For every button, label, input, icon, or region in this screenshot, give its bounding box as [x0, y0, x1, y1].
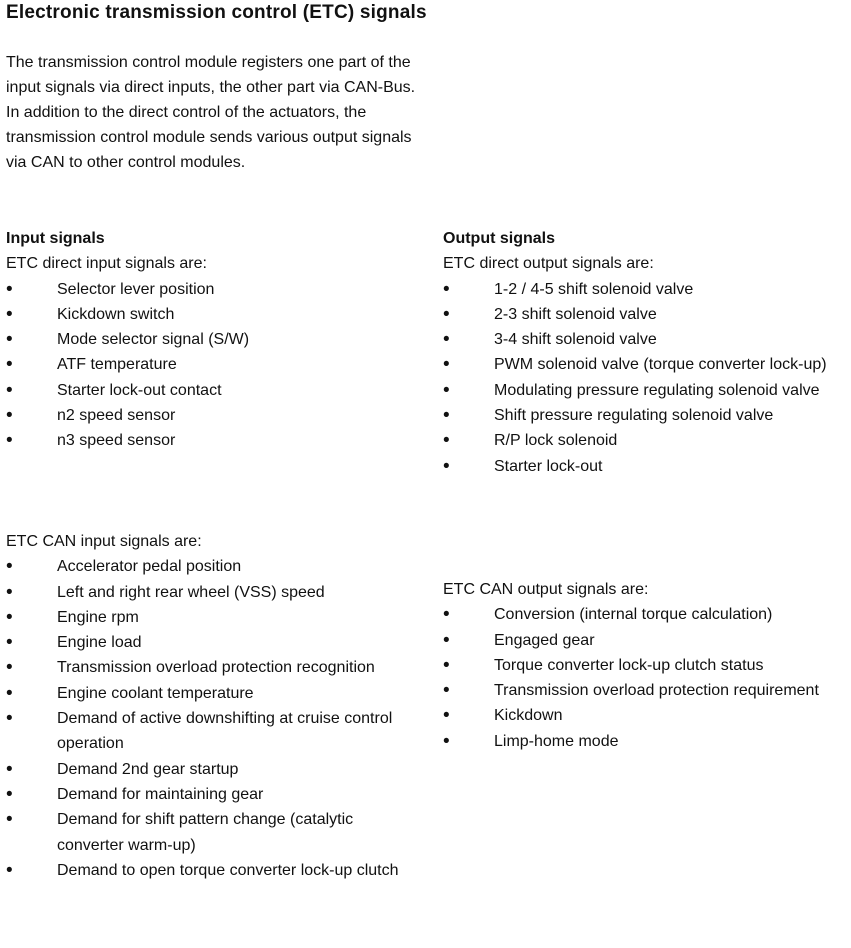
list-item: • Engine coolant temperature: [6, 681, 416, 706]
list-item: • Engine rpm: [6, 605, 416, 630]
list-item: • n2 speed sensor: [6, 403, 416, 428]
input-signals-heading: Input signals: [6, 230, 105, 247]
list-item: • 3-4 shift solenoid valve: [443, 327, 843, 352]
output-direct-list: [443, 277, 843, 479]
list-item: • n3 speed sensor: [6, 428, 416, 453]
list-item: • Transmission overload protection requirement: [443, 678, 843, 703]
list-item: • Engaged gear: [443, 628, 843, 653]
list-item: • Starter lock-out contact: [6, 378, 416, 403]
output-direct-intro: ETC direct output signals are:: [443, 255, 654, 273]
list-item: • 1-2 / 4-5 shift solenoid valve: [443, 277, 843, 302]
list-item: • Shift pressure regulating solenoid valve: [443, 403, 843, 428]
list-item: • Engine load: [6, 630, 416, 655]
list-item: • Demand for maintaining gear: [6, 782, 416, 807]
input-direct-list: [6, 277, 416, 454]
list-item: • Demand of active downshifting at cruise control operation: [6, 706, 416, 757]
list-item: • Accelerator pedal position: [6, 554, 416, 579]
output-signals-heading: Output signals: [443, 230, 555, 247]
input-signals-can-section: [6, 529, 416, 883]
list-item: • PWM solenoid valve (torque converter lock-up): [443, 352, 843, 377]
list-item: • Modulating pressure regulating solenoid valve: [443, 378, 843, 403]
output-can-intro: ETC CAN output signals are:: [443, 581, 649, 598]
input-direct-intro: ETC direct input signals are:: [6, 255, 207, 273]
list-item: • Starter lock-out: [443, 454, 843, 479]
output-can-list: [443, 602, 843, 754]
list-item: • ATF temperature: [6, 352, 416, 377]
list-item: • Conversion (internal torque calculation): [443, 602, 843, 627]
list-item: • Kickdown switch: [6, 302, 416, 327]
output-signals-direct-section: [443, 226, 843, 479]
intro-paragraph: The transmission control module registers one part of the input signals via direct inputs, the other part via CAN-Bus. In addition to the direct control of the actuators, the transmission control module sends various output signals via CAN to other control modules.: [6, 54, 416, 171]
list-item: • Selector lever position: [6, 277, 416, 302]
list-item: • Demand to open torque converter lock-up clutch: [6, 858, 416, 883]
list-item: • Demand 2nd gear startup: [6, 757, 416, 782]
list-item: • 2-3 shift solenoid valve: [443, 302, 843, 327]
list-item: • R/P lock solenoid: [443, 428, 843, 453]
list-item: • Demand for shift pattern change (catalytic converter warm-up): [6, 807, 416, 858]
list-item: • Mode selector signal (S/W): [6, 327, 416, 352]
list-item: • Left and right rear wheel (VSS) speed: [6, 580, 416, 605]
input-can-intro: ETC CAN input signals are:: [6, 533, 202, 550]
page-title: Electronic transmission control (ETC) signals: [6, 2, 427, 23]
output-signals-can-section: [443, 577, 843, 754]
list-item: • Torque converter lock-up clutch status: [443, 653, 843, 678]
input-can-list: [6, 554, 416, 883]
list-item: • Limp-home mode: [443, 729, 843, 754]
list-item: • Kickdown: [443, 703, 843, 728]
list-item: • Transmission overload protection recognition: [6, 655, 416, 680]
input-signals-direct-section: [6, 226, 416, 454]
